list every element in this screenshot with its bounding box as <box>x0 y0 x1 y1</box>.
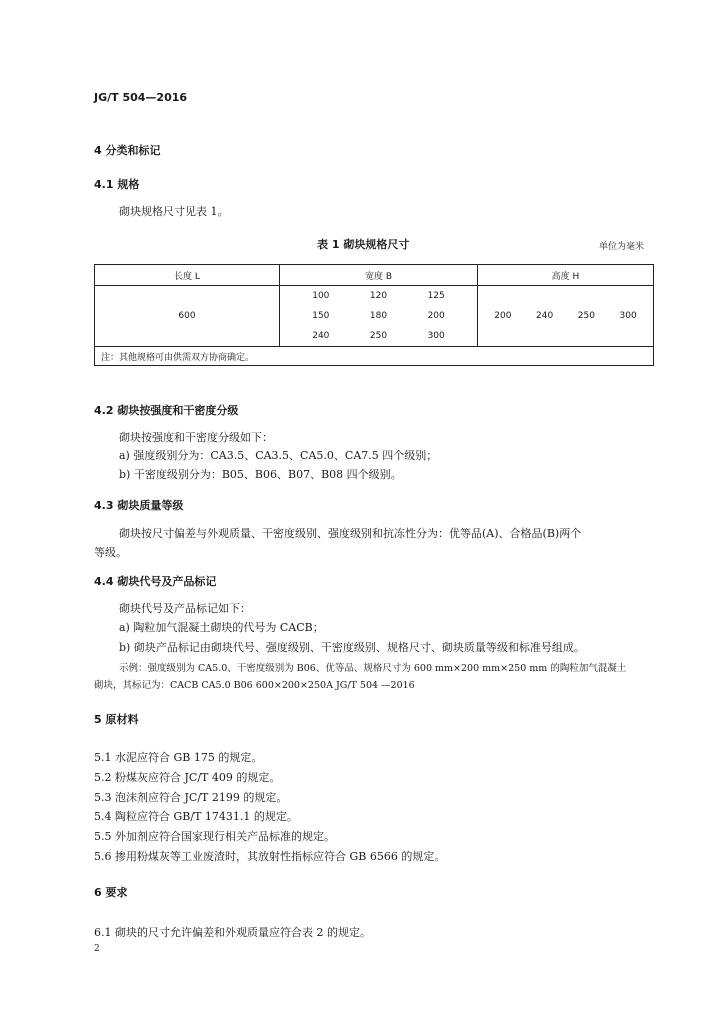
section-5-3: 5.3 泡沫剂应符合 JC/T 2199 的规定。 <box>94 791 288 804</box>
standard-code: JG/T 504—2016 <box>94 91 188 104</box>
table-unit: 单位为毫米 <box>599 242 645 252</box>
section-4-2-intro: 砌块按强度和干密度分级如下： <box>119 431 273 444</box>
section-5-title: 5 原材料 <box>94 713 139 726</box>
example-line2: 砌块，其标记为：CACB CA5.0 B06 600×200×250A JG/T 504 —2016 <box>94 680 415 691</box>
cell-length: 600 <box>95 286 280 347</box>
width-value: 240 <box>312 331 330 341</box>
section-4-1-text: 砌块规格尺寸见表 1。 <box>119 205 229 218</box>
header-length: 长度 L <box>95 265 280 286</box>
height-value: 250 <box>577 311 595 321</box>
page-number: 2 <box>94 944 100 954</box>
width-value: 120 <box>369 291 388 301</box>
section-4-4-item-b: b) 砌块产品标记由砌块代号、强度级别、干密度级别、规格尺寸、砌块质量等级和标准号组成。 <box>119 641 585 654</box>
section-6-1: 6.1 砌块的尺寸允许偏差和外观质量应符合表 2 的规定。 <box>94 926 371 939</box>
section-4-3-text-line2: 等级。 <box>94 546 127 559</box>
cell-widths <box>280 286 478 347</box>
width-value: 250 <box>369 331 388 341</box>
section-6-title: 6 要求 <box>94 886 128 899</box>
table-note: 注：其他规格可由供需双方协商确定。 <box>95 347 654 366</box>
section-5-5: 5.5 外加剂应符合国家现行相关产品标准的规定。 <box>94 830 335 843</box>
width-value: 200 <box>427 311 445 321</box>
section-4-3-title: 4.3 砌块质量等级 <box>94 499 184 512</box>
height-value: 300 <box>619 311 637 321</box>
section-4-4-intro: 砌块代号及产品标记如下： <box>119 602 251 615</box>
section-4-title: 4 分类和标记 <box>94 144 161 157</box>
section-4-2-item-b: b) 干密度级别分为：B05、B06、B07、B08 四个级别。 <box>119 468 402 481</box>
height-value: 240 <box>536 311 554 321</box>
cell-heights <box>478 286 654 347</box>
spec-table <box>94 264 654 366</box>
example-line1: 示例：强度级别为 CA5.0、干密度级别为 B06、优等品、规格尺寸为 600 mm×200 mm×250 mm 的陶粒加气混凝土 <box>119 663 627 674</box>
height-value: 200 <box>494 311 512 321</box>
width-value: 150 <box>312 311 330 321</box>
section-5-4: 5.4 陶粒应符合 GB/T 17431.1 的规定。 <box>94 810 298 823</box>
header-width: 宽度 B <box>280 265 478 286</box>
width-value: 125 <box>427 291 445 301</box>
section-4-4-title: 4.4 砌块代号及产品标记 <box>94 575 217 588</box>
section-4-1-title: 4.1 规格 <box>94 178 140 191</box>
section-4-3-text-line1: 砌块按尺寸偏差与外观质量、干密度级别、强度级别和抗冻性分为：优等品(A)、合格品(B)两个 <box>119 527 582 540</box>
width-value: 300 <box>427 331 445 341</box>
width-value: 180 <box>369 311 388 321</box>
section-5-6: 5.6 掺用粉煤灰等工业废渣时，其放射性指标应符合 GB 6566 的规定。 <box>94 850 446 863</box>
section-5-1: 5.1 水泥应符合 GB 175 的规定。 <box>94 751 263 764</box>
section-4-2-item-a: a) 强度级别分为：CA3.5、CA3.5、CA5.0、CA7.5 四个级别； <box>119 449 438 462</box>
section-4-2-title: 4.2 砌块按强度和干密度分级 <box>94 404 239 417</box>
section-4-4-item-a: a) 陶粒加气混凝土砌块的代号为 CACB； <box>119 621 324 634</box>
width-value: 100 <box>312 291 330 301</box>
section-5-2: 5.2 粉煤灰应符合 JC/T 409 的规定。 <box>94 771 281 784</box>
table-1-title: 表 1 砌块规格尺寸 <box>317 238 410 251</box>
header-height: 高度 H <box>478 265 654 286</box>
